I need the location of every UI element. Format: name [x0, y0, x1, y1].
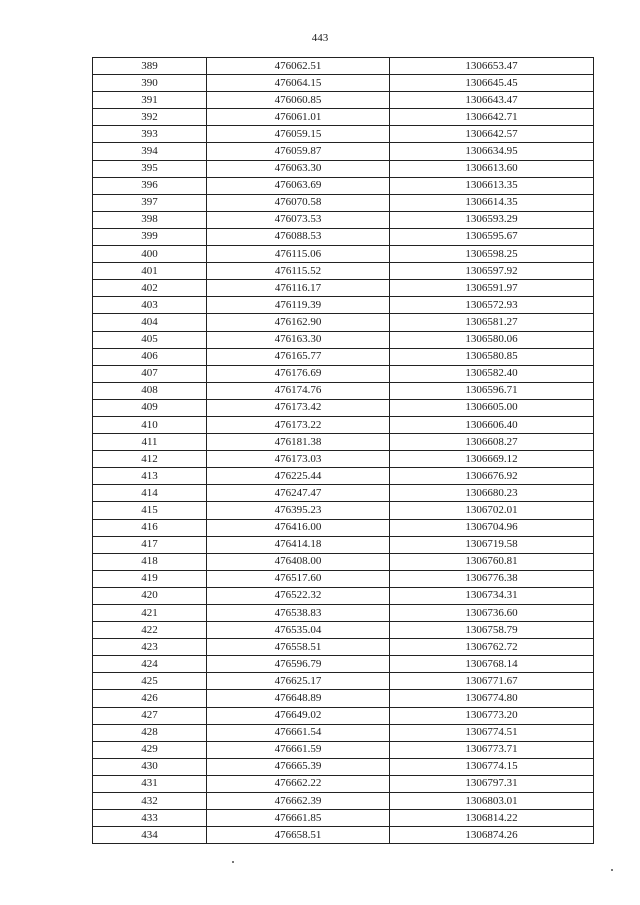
point-number-cell: 394: [93, 143, 207, 160]
y-coordinate-cell: 1306591.97: [390, 280, 594, 297]
y-coordinate-cell: 1306596.71: [390, 382, 594, 399]
y-coordinate-cell: 1306773.20: [390, 707, 594, 724]
y-coordinate-cell: 1306595.67: [390, 228, 594, 245]
y-coordinate-cell: 1306774.15: [390, 758, 594, 775]
point-number-cell: 391: [93, 92, 207, 109]
point-number-cell: 429: [93, 741, 207, 758]
x-coordinate-cell: 476661.59: [207, 741, 390, 758]
table-row: [93, 416, 594, 433]
table-row: [93, 228, 594, 245]
y-coordinate-cell: 1306580.85: [390, 348, 594, 365]
y-coordinate-cell: 1306669.12: [390, 451, 594, 468]
table-row: [93, 382, 594, 399]
point-number-cell: 416: [93, 519, 207, 536]
point-number-cell: 404: [93, 314, 207, 331]
y-coordinate-cell: 1306580.06: [390, 331, 594, 348]
x-coordinate-cell: 476060.85: [207, 92, 390, 109]
point-number-cell: 412: [93, 451, 207, 468]
x-coordinate-cell: 476181.38: [207, 434, 390, 451]
y-coordinate-cell: 1306771.67: [390, 673, 594, 690]
table-row: [93, 519, 594, 536]
y-coordinate-cell: 1306774.51: [390, 724, 594, 741]
y-coordinate-cell: 1306613.35: [390, 177, 594, 194]
y-coordinate-cell: 1306614.35: [390, 194, 594, 211]
y-coordinate-cell: 1306605.00: [390, 399, 594, 416]
y-coordinate-cell: 1306736.60: [390, 605, 594, 622]
point-number-cell: 418: [93, 553, 207, 570]
x-coordinate-cell: 476648.89: [207, 690, 390, 707]
table-row: [93, 639, 594, 656]
y-coordinate-cell: 1306572.93: [390, 297, 594, 314]
y-coordinate-cell: 1306702.01: [390, 502, 594, 519]
y-coordinate-cell: 1306760.81: [390, 553, 594, 570]
table-row: [93, 690, 594, 707]
table-row: [93, 143, 594, 160]
y-coordinate-cell: 1306814.22: [390, 810, 594, 827]
y-coordinate-cell: 1306643.47: [390, 92, 594, 109]
point-number-cell: 428: [93, 724, 207, 741]
x-coordinate-cell: 476063.69: [207, 177, 390, 194]
table-row: [93, 399, 594, 416]
point-number-cell: 409: [93, 399, 207, 416]
table-row: [93, 297, 594, 314]
y-coordinate-cell: 1306597.92: [390, 263, 594, 280]
point-number-cell: 407: [93, 365, 207, 382]
y-coordinate-cell: 1306768.14: [390, 656, 594, 673]
scan-speck: [232, 861, 234, 863]
y-coordinate-cell: 1306606.40: [390, 416, 594, 433]
x-coordinate-cell: 476088.53: [207, 228, 390, 245]
x-coordinate-cell: 476662.39: [207, 793, 390, 810]
table-row: [93, 827, 594, 844]
table-row: [93, 451, 594, 468]
point-number-cell: 419: [93, 570, 207, 587]
x-coordinate-cell: 476064.15: [207, 75, 390, 92]
x-coordinate-cell: 476538.83: [207, 605, 390, 622]
table-row: [93, 570, 594, 587]
x-coordinate-cell: 476517.60: [207, 570, 390, 587]
x-coordinate-cell: 476247.47: [207, 485, 390, 502]
y-coordinate-cell: 1306642.57: [390, 126, 594, 143]
table-row: [93, 810, 594, 827]
y-coordinate-cell: 1306762.72: [390, 639, 594, 656]
coordinates-table-body: [93, 58, 594, 844]
x-coordinate-cell: 476059.15: [207, 126, 390, 143]
table-row: [93, 58, 594, 75]
table-row: [93, 758, 594, 775]
table-row: [93, 553, 594, 570]
table-row: [93, 434, 594, 451]
table-row: [93, 502, 594, 519]
table-row: [93, 724, 594, 741]
y-coordinate-cell: 1306874.26: [390, 827, 594, 844]
point-number-cell: 410: [93, 416, 207, 433]
x-coordinate-cell: 476115.52: [207, 263, 390, 280]
y-coordinate-cell: 1306680.23: [390, 485, 594, 502]
x-coordinate-cell: 476061.01: [207, 109, 390, 126]
x-coordinate-cell: 476662.22: [207, 775, 390, 792]
y-coordinate-cell: 1306719.58: [390, 536, 594, 553]
point-number-cell: 431: [93, 775, 207, 792]
point-number-cell: 421: [93, 605, 207, 622]
point-number-cell: 415: [93, 502, 207, 519]
y-coordinate-cell: 1306803.01: [390, 793, 594, 810]
table-row: [93, 656, 594, 673]
table-row: [93, 126, 594, 143]
point-number-cell: 398: [93, 211, 207, 228]
table-row: [93, 793, 594, 810]
point-number-cell: 392: [93, 109, 207, 126]
x-coordinate-cell: 476173.42: [207, 399, 390, 416]
x-coordinate-cell: 476119.39: [207, 297, 390, 314]
table-row: [93, 75, 594, 92]
point-number-cell: 400: [93, 246, 207, 263]
y-coordinate-cell: 1306582.40: [390, 365, 594, 382]
table-row: [93, 331, 594, 348]
point-number-cell: 414: [93, 485, 207, 502]
table-row: [93, 485, 594, 502]
x-coordinate-cell: 476665.39: [207, 758, 390, 775]
point-number-cell: 423: [93, 639, 207, 656]
x-coordinate-cell: 476414.18: [207, 536, 390, 553]
y-coordinate-cell: 1306642.71: [390, 109, 594, 126]
point-number-cell: 396: [93, 177, 207, 194]
x-coordinate-cell: 476163.30: [207, 331, 390, 348]
point-number-cell: 393: [93, 126, 207, 143]
x-coordinate-cell: 476073.53: [207, 211, 390, 228]
table-row: [93, 622, 594, 639]
table-row: [93, 468, 594, 485]
point-number-cell: 422: [93, 622, 207, 639]
x-coordinate-cell: 476649.02: [207, 707, 390, 724]
x-coordinate-cell: 476395.23: [207, 502, 390, 519]
y-coordinate-cell: 1306797.31: [390, 775, 594, 792]
x-coordinate-cell: 476115.06: [207, 246, 390, 263]
x-coordinate-cell: 476558.51: [207, 639, 390, 656]
scan-speck: [611, 869, 613, 871]
y-coordinate-cell: 1306593.29: [390, 211, 594, 228]
y-coordinate-cell: 1306634.95: [390, 143, 594, 160]
point-number-cell: 390: [93, 75, 207, 92]
table-row: [93, 92, 594, 109]
point-number-cell: 430: [93, 758, 207, 775]
table-row: [93, 536, 594, 553]
y-coordinate-cell: 1306704.96: [390, 519, 594, 536]
table-row: [93, 211, 594, 228]
x-coordinate-cell: 476658.51: [207, 827, 390, 844]
coordinates-table: [92, 57, 594, 844]
y-coordinate-cell: 1306613.60: [390, 160, 594, 177]
x-coordinate-cell: 476174.76: [207, 382, 390, 399]
x-coordinate-cell: 476408.00: [207, 553, 390, 570]
point-number-cell: 433: [93, 810, 207, 827]
point-number-cell: 417: [93, 536, 207, 553]
page-number: 443: [311, 32, 329, 44]
x-coordinate-cell: 476625.17: [207, 673, 390, 690]
x-coordinate-cell: 476173.03: [207, 451, 390, 468]
x-coordinate-cell: 476176.69: [207, 365, 390, 382]
point-number-cell: 413: [93, 468, 207, 485]
point-number-cell: 397: [93, 194, 207, 211]
table-row: [93, 263, 594, 280]
point-number-cell: 432: [93, 793, 207, 810]
point-number-cell: 405: [93, 331, 207, 348]
x-coordinate-cell: 476596.79: [207, 656, 390, 673]
x-coordinate-cell: 476416.00: [207, 519, 390, 536]
x-coordinate-cell: 476522.32: [207, 587, 390, 604]
y-coordinate-cell: 1306676.92: [390, 468, 594, 485]
x-coordinate-cell: 476661.85: [207, 810, 390, 827]
y-coordinate-cell: 1306645.45: [390, 75, 594, 92]
y-coordinate-cell: 1306776.38: [390, 570, 594, 587]
y-coordinate-cell: 1306774.80: [390, 690, 594, 707]
table-row: [93, 109, 594, 126]
point-number-cell: 425: [93, 673, 207, 690]
point-number-cell: 426: [93, 690, 207, 707]
point-number-cell: 389: [93, 58, 207, 75]
point-number-cell: 411: [93, 434, 207, 451]
table-row: [93, 348, 594, 365]
y-coordinate-cell: 1306653.47: [390, 58, 594, 75]
x-coordinate-cell: 476165.77: [207, 348, 390, 365]
x-coordinate-cell: 476225.44: [207, 468, 390, 485]
table-row: [93, 673, 594, 690]
x-coordinate-cell: 476070.58: [207, 194, 390, 211]
point-number-cell: 402: [93, 280, 207, 297]
table-row: [93, 605, 594, 622]
x-coordinate-cell: 476059.87: [207, 143, 390, 160]
table-row: [93, 741, 594, 758]
y-coordinate-cell: 1306773.71: [390, 741, 594, 758]
x-coordinate-cell: 476062.51: [207, 58, 390, 75]
point-number-cell: 403: [93, 297, 207, 314]
y-coordinate-cell: 1306598.25: [390, 246, 594, 263]
y-coordinate-cell: 1306581.27: [390, 314, 594, 331]
x-coordinate-cell: 476661.54: [207, 724, 390, 741]
table-row: [93, 365, 594, 382]
point-number-cell: 406: [93, 348, 207, 365]
y-coordinate-cell: 1306758.79: [390, 622, 594, 639]
table-row: [93, 246, 594, 263]
point-number-cell: 434: [93, 827, 207, 844]
point-number-cell: 395: [93, 160, 207, 177]
point-number-cell: 401: [93, 263, 207, 280]
y-coordinate-cell: 1306608.27: [390, 434, 594, 451]
point-number-cell: 424: [93, 656, 207, 673]
x-coordinate-cell: 476116.17: [207, 280, 390, 297]
x-coordinate-cell: 476535.04: [207, 622, 390, 639]
table-row: [93, 775, 594, 792]
point-number-cell: 408: [93, 382, 207, 399]
table-row: [93, 280, 594, 297]
table-row: [93, 587, 594, 604]
x-coordinate-cell: 476063.30: [207, 160, 390, 177]
table-row: [93, 177, 594, 194]
point-number-cell: 427: [93, 707, 207, 724]
y-coordinate-cell: 1306734.31: [390, 587, 594, 604]
table-row: [93, 314, 594, 331]
x-coordinate-cell: 476173.22: [207, 416, 390, 433]
point-number-cell: 399: [93, 228, 207, 245]
point-number-cell: 420: [93, 587, 207, 604]
x-coordinate-cell: 476162.90: [207, 314, 390, 331]
table-row: [93, 194, 594, 211]
table-row: [93, 160, 594, 177]
table-row: [93, 707, 594, 724]
